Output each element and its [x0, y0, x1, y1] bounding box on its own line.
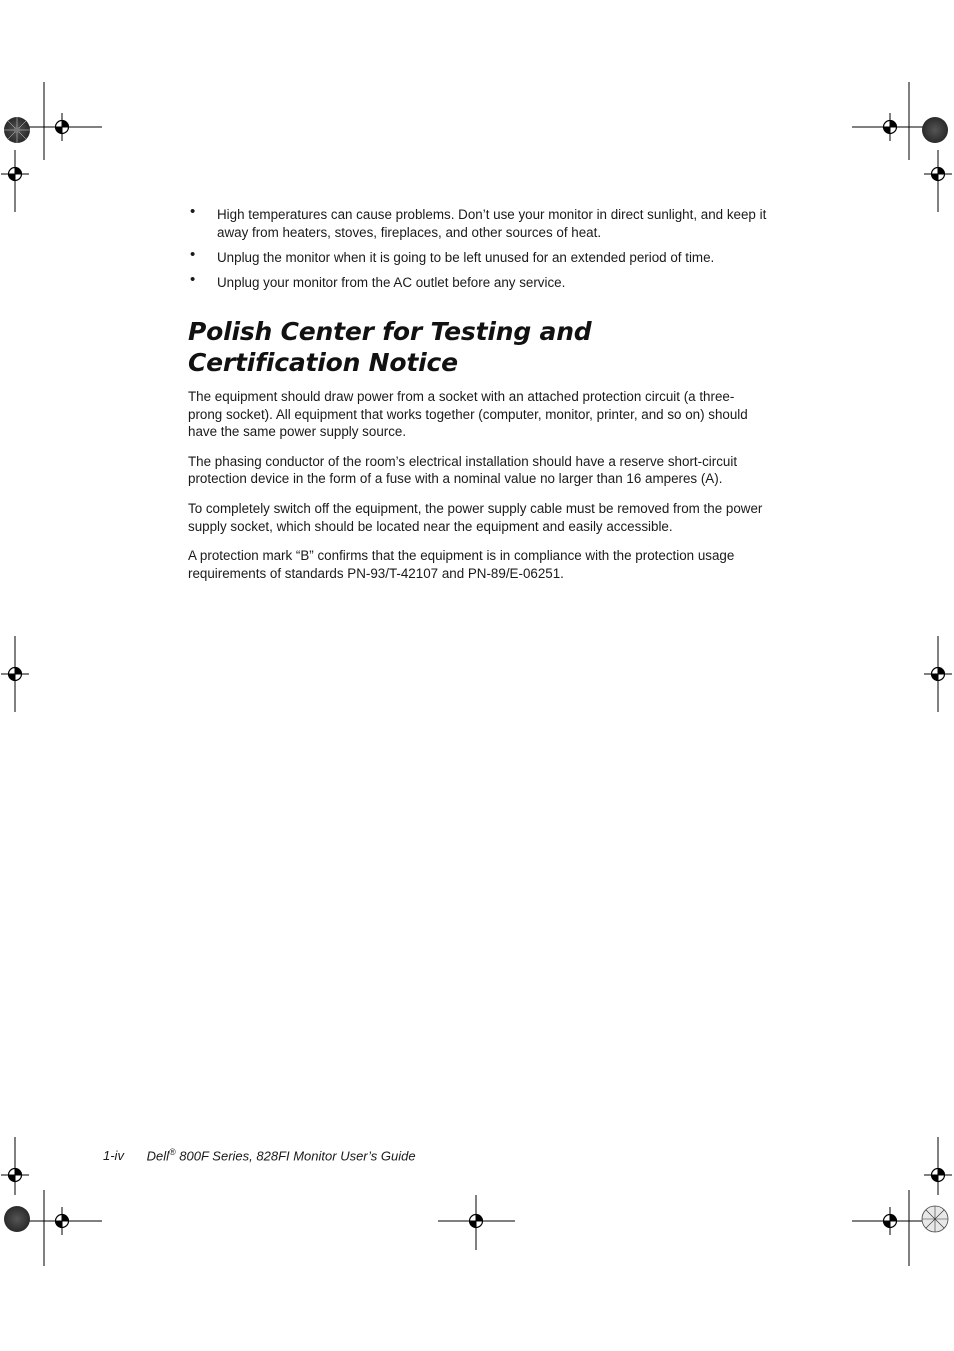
bullet-icon: •	[190, 271, 196, 288]
registration-mark-icon	[876, 113, 904, 141]
footer-guide-title: 800F Series, 828FI Monitor User’s Guide	[179, 1148, 416, 1164]
bullet-text: High temperatures can cause problems. Don’t use your monitor in direct sunlight, and keep it away from heaters, stoves, fireplaces, and other sources of heat.	[217, 207, 767, 240]
list-item	[188, 271, 768, 292]
registered-mark: ®	[169, 1147, 176, 1157]
paragraph: A protection mark “B” confirms that the equipment is in compliance with the protection usage requirements of standards PN-93/T-42107 and PN-89/E-06251.	[188, 548, 735, 581]
page-content	[188, 203, 768, 594]
color-target-icon	[922, 1206, 948, 1232]
registration-mark-icon	[48, 1207, 76, 1235]
bullet-text: Unplug your monitor from the AC outlet before any service.	[217, 275, 566, 290]
footer-brand: Dell	[146, 1148, 170, 1164]
color-target-icon	[4, 1206, 30, 1232]
paragraph: The equipment should draw power from a socket with an attached protection circuit (a three-prong socket). All equipment that works together (computer, monitor, printer, and so on) should have the same power supply source.	[188, 389, 748, 440]
page-footer	[103, 1147, 416, 1163]
list-item	[188, 246, 768, 267]
safety-bullet-list	[188, 203, 768, 292]
bullet-icon: •	[190, 246, 196, 263]
paragraph: The phasing conductor of the room’s electrical installation should have a reserve short-circuit protection device in the form of a fuse with a nominal value no larger than 16 amperes (A).	[188, 453, 738, 487]
registration-mark-icon	[876, 1207, 904, 1235]
section-heading: Polish Center for Testing and Certification Notice	[188, 317, 592, 377]
registration-mark-icon	[48, 113, 76, 141]
list-item	[188, 203, 768, 242]
bullet-icon: •	[190, 203, 196, 220]
page-number: 1-iv	[103, 1148, 124, 1164]
color-target-icon	[922, 117, 948, 143]
paragraph: To completely switch off the equipment, the power supply cable must be removed from the power supply socket, which should be located near the equipment and easily accessible.	[188, 500, 763, 534]
color-target-icon	[4, 117, 30, 143]
bullet-text: Unplug the monitor when it is going to be left unused for an extended period of time.	[217, 250, 715, 265]
